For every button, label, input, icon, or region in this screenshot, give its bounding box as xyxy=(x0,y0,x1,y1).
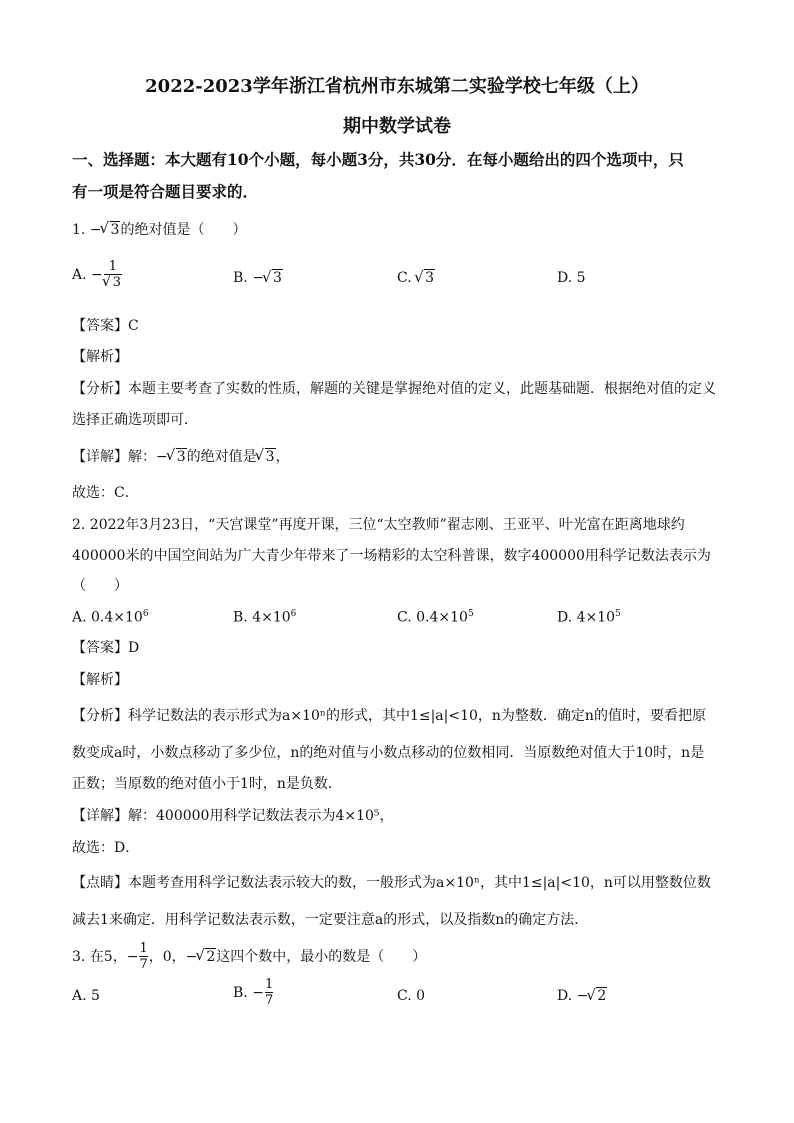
q1-option-c-sqrt xyxy=(416,270,435,286)
q1-option-b xyxy=(233,270,283,286)
q1-detail-tag: 【详解】 xyxy=(72,449,128,465)
q3-stem-pre: 3. 在5，− xyxy=(72,949,139,965)
q3-option-c-value: 0 xyxy=(416,988,426,1004)
q1-option-c-radicand: 3 xyxy=(425,270,435,286)
q1-fenxi-line1 xyxy=(72,379,732,399)
q1-answer-value: C xyxy=(128,318,139,334)
q3-option-b-sign: − xyxy=(252,985,264,1001)
q1-option-a-den-sqrt xyxy=(104,276,122,290)
q2-option-c-value: 0.4×10 xyxy=(416,609,468,626)
q1-option-b-radicand: 3 xyxy=(272,270,282,286)
q1-stem-sign: − xyxy=(89,222,102,238)
q3-option-b-numerator: 1 xyxy=(264,977,274,992)
q1-answer-tag: 【答案】 xyxy=(72,318,128,334)
q1-option-a-den-radicand: 3 xyxy=(112,275,122,290)
section-heading-line2: 有一项是符合题目要求的． xyxy=(72,182,259,201)
q3-stem xyxy=(72,942,732,972)
q2-option-d xyxy=(557,609,621,626)
q3-option-b xyxy=(233,978,274,1008)
q2-option-b-exp: 6 xyxy=(290,609,297,619)
q3-option-a-label: A. xyxy=(72,988,87,1004)
q1-detail-end: ， xyxy=(275,449,290,465)
q1-detail-mid: 的绝对值是 xyxy=(186,449,257,465)
q2-option-b xyxy=(233,609,296,626)
q2-fenxi-line3: 正数；当原数的绝对值小于1时，n是负数． xyxy=(72,776,342,792)
q1-option-c-label: C. xyxy=(397,270,412,286)
q2-option-c-exp: 5 xyxy=(467,609,474,619)
q3-stem-mid: ，0，− xyxy=(148,949,198,965)
q3-option-b-fraction xyxy=(265,978,273,1008)
q1-option-a-denominator xyxy=(104,274,122,290)
q1-stem-sqrt xyxy=(102,220,121,240)
q1-analysis-tag: 【解析】 xyxy=(72,349,128,365)
q1-detail-pre: 解：− xyxy=(128,449,168,465)
q3-option-c xyxy=(397,988,425,1004)
q1-answer xyxy=(72,316,732,336)
q3-stem-radicand: 2 xyxy=(206,949,216,965)
q1-option-c xyxy=(397,270,435,286)
q3-option-d-sign: − xyxy=(576,988,589,1004)
q2-answer-tag: 【答案】 xyxy=(72,640,128,656)
q3-option-a-value: 5 xyxy=(91,988,100,1004)
q1-fenxi-line2: 选择正确选项即可． xyxy=(72,412,198,428)
q3-stem-sqrt xyxy=(197,947,216,967)
q2-dianjing-line1 xyxy=(72,873,732,893)
q1-stem-radicand: 3 xyxy=(110,222,120,238)
q1-fenxi-text1: 本题主要考查了实数的性质，解题的关键是掌握绝对值的定义，此题基础题．根据绝对值的定义 xyxy=(128,381,716,397)
q2-dianjing-tag: 【点睛】 xyxy=(72,875,128,891)
q1-option-a-sign: − xyxy=(91,267,103,283)
q2-option-d-exp: 5 xyxy=(615,609,621,619)
q2-option-c xyxy=(397,609,474,626)
q3-stem-denominator: 7 xyxy=(139,957,148,972)
q3-stem-end: 这四个数中，最小的数是（ ） xyxy=(216,949,427,965)
q2-fenxi-line1 xyxy=(72,706,732,726)
q2-stem-line3: （ ） xyxy=(72,578,128,594)
q2-detail xyxy=(72,806,732,826)
q1-fenxi-tag: 【分析】 xyxy=(72,381,128,397)
q1-option-b-sqrt xyxy=(264,270,283,286)
q3-option-a xyxy=(72,988,100,1004)
q2-option-a xyxy=(72,609,149,626)
q3-option-d-radicand: 2 xyxy=(597,988,607,1004)
q1-detail-radicand2: 3 xyxy=(265,449,275,465)
q3-stem-fraction xyxy=(139,942,147,972)
q2-fenxi-text1: 科学记数法的表示形式为a×10ⁿ的形式，其中1≤|a|<10，n为整数．确定n的值时，要看把原 xyxy=(128,708,706,724)
q2-option-d-value: 4×10 xyxy=(576,609,616,626)
q2-dianjing-text1: 本题考查用科学记数法表示较大的数，一般形式为a×10ⁿ，其中1≤|a|<10，n可以用整数位数 xyxy=(128,875,711,891)
q1-option-d xyxy=(557,270,586,286)
q1-option-b-sign: − xyxy=(252,270,264,286)
q3-option-b-label: B. xyxy=(233,985,248,1001)
section-heading-line1: 一、选择题：本大题有10个小题，每小题3分，共30分．在每小题给出的四个选项中，只 xyxy=(72,150,684,169)
q1-stem-suffix: 的绝对值是（ ） xyxy=(120,222,247,238)
q2-conclusion: 故选：D． xyxy=(72,840,140,856)
q2-option-c-label: C. xyxy=(397,609,412,626)
q3-option-d-label: D. xyxy=(557,988,573,1004)
q1-number: 1. xyxy=(72,222,86,238)
q2-option-a-label: A. xyxy=(72,609,87,626)
q1-option-a-label: A. xyxy=(72,267,87,283)
q2-fenxi-tag: 【分析】 xyxy=(72,708,128,724)
exam-title-line1: 2022-2023学年浙江省杭州市东城第二实验学校七年级（上） xyxy=(145,76,649,97)
q2-detail-tag: 【详解】 xyxy=(72,808,128,824)
q1-option-a-numerator: 1 xyxy=(108,259,118,274)
q1-detail xyxy=(72,447,732,467)
q1-detail-sqrt2 xyxy=(257,447,276,467)
q2-analysis-tag: 【解析】 xyxy=(72,672,128,688)
q1-option-d-value: 5 xyxy=(576,270,586,286)
q3-option-d-sqrt xyxy=(588,988,607,1004)
q2-detail-text: 解：400000用科学记数法表示为4×10⁵， xyxy=(128,808,394,824)
q1-option-a-fraction xyxy=(104,260,122,290)
q3-stem-numerator: 1 xyxy=(139,941,148,956)
q2-stem-line2: 400000米的中国空间站为广大青少年带来了一场精彩的太空科普课，数字400000用科学记数法表示为 xyxy=(72,548,711,564)
q2-answer-value: D xyxy=(128,640,140,656)
q1-detail-sqrt1 xyxy=(168,447,187,467)
exam-title-line2: 期中数学试卷 xyxy=(343,116,451,137)
q1-option-a xyxy=(72,260,123,290)
q3-option-c-label: C. xyxy=(397,988,412,1004)
q2-option-d-label: D. xyxy=(557,609,573,626)
q1-conclusion: 故选：C． xyxy=(72,485,139,501)
q1-option-b-label: B. xyxy=(233,270,248,286)
q2-option-a-value: 0.4×10 xyxy=(91,609,143,626)
q1-stem xyxy=(72,220,732,240)
q2-option-b-label: B. xyxy=(233,609,248,626)
q3-option-d xyxy=(557,988,607,1004)
q2-answer xyxy=(72,638,732,658)
q3-option-b-denominator: 7 xyxy=(264,993,274,1008)
q2-dianjing-line2: 减去1来确定．用科学记数法表示数，一定要注意a的形式，以及指数n的确定方法． xyxy=(72,912,589,928)
q1-detail-radicand1: 3 xyxy=(176,449,186,465)
q2-option-b-value: 4×10 xyxy=(252,609,291,626)
q2-option-a-exp: 6 xyxy=(142,609,149,619)
q2-stem-line1: 2. 2022年3月23日，“天宫课堂”再度开课，三位“太空教师”翟志刚、王亚平、叶光富在距离地球约 xyxy=(72,517,685,533)
q2-fenxi-line2: 数变成a时，小数点移动了多少位，n的绝对值与小数点移动的位数相同．当原数绝对值大于10时，n是 xyxy=(72,745,705,761)
q1-option-d-label: D. xyxy=(557,270,573,286)
